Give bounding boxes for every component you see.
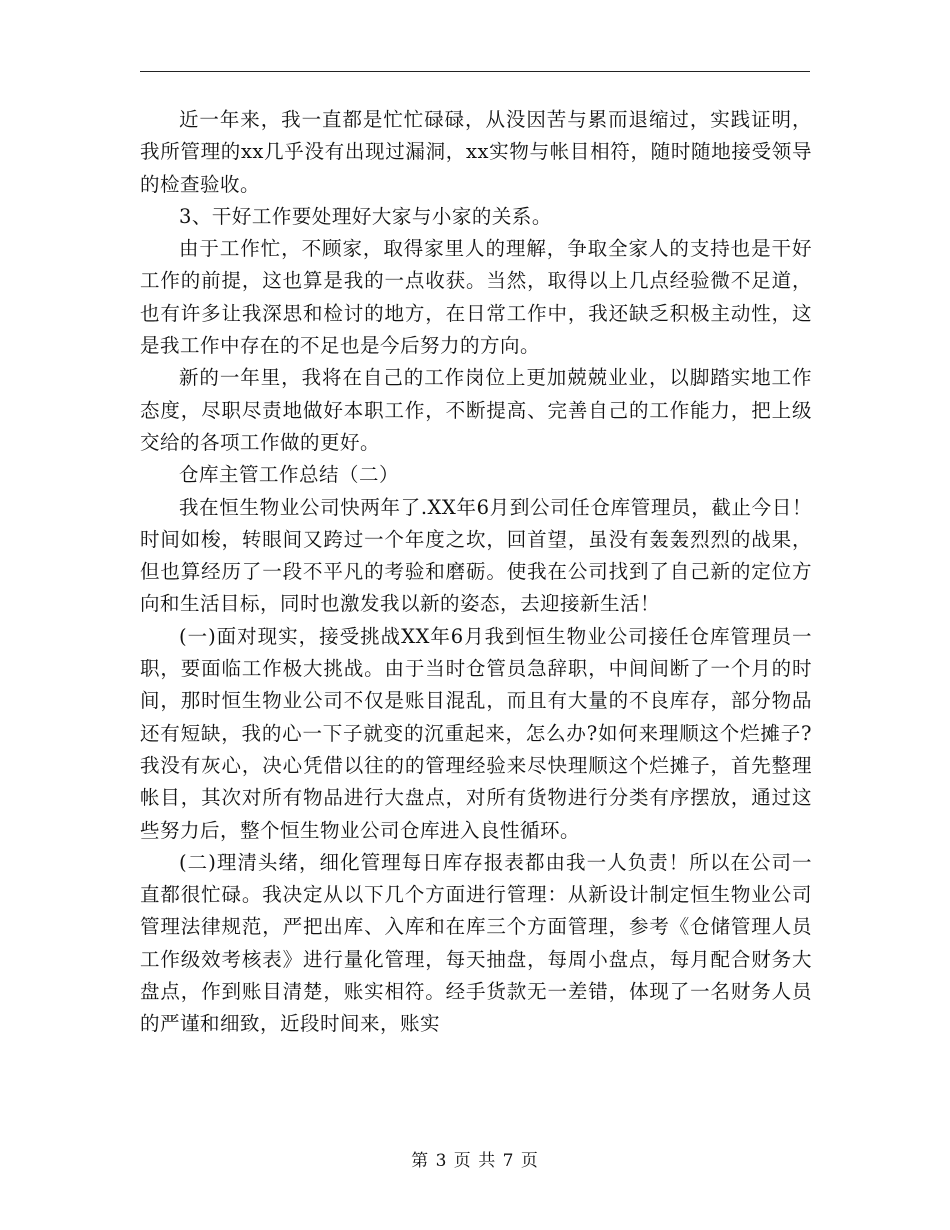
document-body xyxy=(140,104,812,1041)
paragraph-7: (一)面对现实，接受挑战XX年6月我到恒生物业公司接任仓库管理员一职，要面临工作极大挑战。由于当时仓管员急辞职，中间间断了一个月的时间，那时恒生物业公司不仅是账目混乱，而且有大量的不良库存，部分物品还有短缺，我的心一下子就变的沉重起来，怎么办?如何来理顺这个烂摊子?我没有灰心，决心凭借以往的的管理经验来尽快理顺这个烂摊子，首先整理帐目，其次对所有物品进行大盘点，对所有货物进行分类有序摆放，通过这些努力后，整个恒生物业公司仓库进入良性循环。 xyxy=(140,624,812,842)
paragraph-2-heading: 3、干好工作要处理好大家与小家的关系。 xyxy=(179,204,552,228)
header-rule xyxy=(140,71,810,72)
paragraph-3: 由于工作忙，不顾家，取得家里人的理解，争取全家人的支持也是干好工作的前提，这也算是我的一点收获。当然，取得以上几点经验微不足道，也有许多让我深思和检讨的地方，在日常工作中，我还缺乏积极主动性，这是我工作中存在的不足也是今后努力的方向。 xyxy=(140,237,812,358)
paragraph-6: 我在恒生物业公司快两年了.XX年6月到公司任仓库管理员，截止今日！时间如梭，转眼间又跨过一个年度之坎，回首望，虽没有轰轰烈烈的战果，但也算经历了一段不平凡的考验和磨砺。使我在公司找到了自己新的定位方向和生活目标，同时也激发我以新的姿态，去迎接新生活！ xyxy=(140,495,812,616)
paragraph-1: 近一年来，我一直都是忙忙碌碌，从没因苦与累而退缩过，实践证明，我所管理的xx几乎没有出现过漏洞，xx实物与帐目相符，随时随地接受领导的检查验收。 xyxy=(140,108,812,196)
page-footer xyxy=(0,1146,950,1171)
paragraph-4: 新的一年里，我将在自己的工作岗位上更加兢兢业业，以脚踏实地工作态度，尽职尽责地做好本职工作，不断提高、完善自己的工作能力，把上级交给的各项工作做的更好。 xyxy=(140,366,812,454)
section-title: 仓库主管工作总结（二） xyxy=(179,463,400,487)
page-number-label: 第 3 页 共 7 页 xyxy=(411,1151,539,1171)
paragraph-8: (二)理清头绪，细化管理每日库存报表都由我一人负责！所以在公司一直都很忙碌。我决定从以下几个方面进行管理：从新设计制定恒生物业公司管理法律规范，严把出库、入库和在库三个方面管理，参考《仓储管理人员工作级效考核表》进行量化管理，每天抽盘，每周小盘点，每月配合财务大盘点，作到账目清楚，账实相符。经手货款无一差错，体现了一名财务人员的严谨和细致，近段时间来，账实 xyxy=(140,850,812,1036)
